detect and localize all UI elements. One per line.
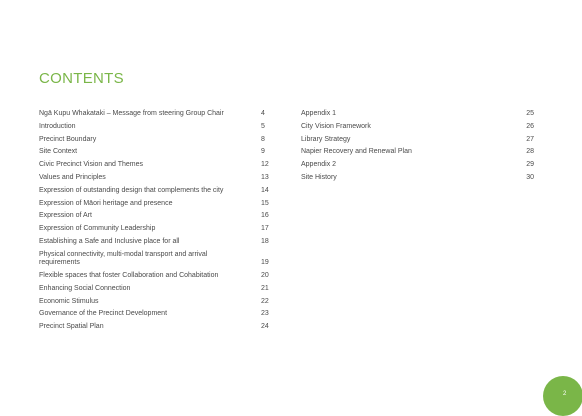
toc-entry-label: Precinct Boundary (39, 135, 97, 143)
toc-entry[interactable] (39, 187, 271, 195)
toc-entry-label: Expression of Art (39, 212, 92, 220)
toc-entry-label: Enhancing Social Connection (39, 284, 131, 292)
toc-entry[interactable] (301, 123, 534, 131)
page-number: 2 (563, 391, 567, 397)
toc-entry[interactable] (301, 161, 534, 169)
toc-entry[interactable] (39, 323, 271, 331)
toc-entry-page: 25 (526, 110, 534, 117)
toc-entry-label: City Vision Framework (301, 122, 371, 130)
toc-entry-page: 17 (261, 225, 269, 233)
toc-entry[interactable] (301, 110, 534, 118)
toc-entry[interactable] (39, 174, 271, 182)
toc-entry-label: Library Strategy (301, 135, 351, 143)
contents-left-column (39, 110, 271, 336)
toc-entry-label: Values and Principles (39, 173, 106, 181)
toc-entry-page: 28 (526, 148, 534, 156)
toc-entry-label: Appendix 1 (301, 110, 337, 117)
toc-entry-label: Introduction (39, 122, 76, 130)
toc-entry-page: 8 (261, 135, 265, 143)
toc-entry-page: 14 (261, 186, 269, 194)
toc-entry-label: Precinct Spatial Plan (39, 323, 104, 331)
toc-entry[interactable] (301, 174, 534, 182)
toc-entry[interactable] (39, 298, 271, 306)
toc-entry[interactable] (39, 310, 271, 318)
page-title: CONTENTS (39, 70, 124, 87)
toc-entry-label: Expression of outstanding design that complements the city (39, 186, 224, 194)
toc-entry-page: 19 (261, 259, 269, 267)
toc-entry-label: Napier Recovery and Renewal Plan (301, 148, 412, 156)
toc-entry[interactable] (39, 161, 271, 169)
toc-entry[interactable] (39, 238, 271, 246)
toc-entry-page: 30 (526, 173, 534, 181)
toc-entry[interactable] (39, 225, 271, 233)
toc-entry[interactable] (39, 123, 271, 131)
toc-entry-label: Establishing a Safe and Inclusive place for all (39, 237, 180, 245)
toc-entry-label: Flexible spaces that foster Collaboration and Cohabitation (39, 271, 219, 279)
page-number-badge (543, 376, 582, 416)
toc-entry-label: Ngā Kupu Whakataki – Message from steering Group Chair (39, 110, 224, 117)
toc-entry-label: Site History (301, 173, 337, 181)
toc-entry-page: 4 (261, 110, 265, 117)
toc-entry-page: 21 (261, 284, 269, 292)
toc-entry[interactable] (301, 136, 534, 144)
toc-entry-page: 12 (261, 161, 269, 169)
toc-entry[interactable] (301, 148, 534, 156)
toc-entry-label: Site Context (39, 148, 78, 156)
toc-entry-label: Economic Stimulus (39, 297, 99, 305)
contents-right-column (301, 110, 534, 187)
toc-entry-label: Governance of the Precinct Development (39, 310, 168, 318)
toc-entry-page: 18 (261, 237, 269, 245)
toc-entry[interactable] (39, 110, 271, 118)
toc-entry-page: 27 (526, 135, 534, 143)
toc-entry-page: 22 (261, 297, 269, 305)
toc-entry[interactable] (39, 200, 271, 208)
toc-entry-label: Expression of Community Leadership (39, 225, 156, 233)
toc-entry-page: 29 (526, 161, 534, 169)
toc-entry-page: 24 (261, 323, 269, 331)
toc-entry[interactable] (39, 136, 271, 144)
toc-entry-page: 9 (261, 148, 265, 156)
toc-entry-page: 5 (261, 122, 265, 130)
toc-entry-label: Expression of Māori heritage and presence (39, 199, 173, 207)
toc-entry-page: 13 (261, 173, 269, 181)
toc-entry-page: 26 (526, 122, 534, 130)
toc-entry-label: Civic Precinct Vision and Themes (39, 161, 144, 169)
toc-entry[interactable] (39, 272, 271, 280)
toc-entry-page: 20 (261, 271, 269, 279)
toc-entry[interactable] (39, 251, 271, 268)
toc-entry-label: Physical connectivity, multi-modal transport and arrival requirements (39, 250, 208, 267)
toc-entry[interactable] (39, 212, 271, 220)
toc-entry[interactable] (39, 148, 271, 156)
toc-entry-label: Appendix 2 (301, 161, 337, 169)
toc-entry[interactable] (39, 285, 271, 293)
toc-entry-page: 23 (261, 310, 269, 318)
toc-entry-page: 16 (261, 212, 269, 220)
toc-entry-page: 15 (261, 199, 269, 207)
